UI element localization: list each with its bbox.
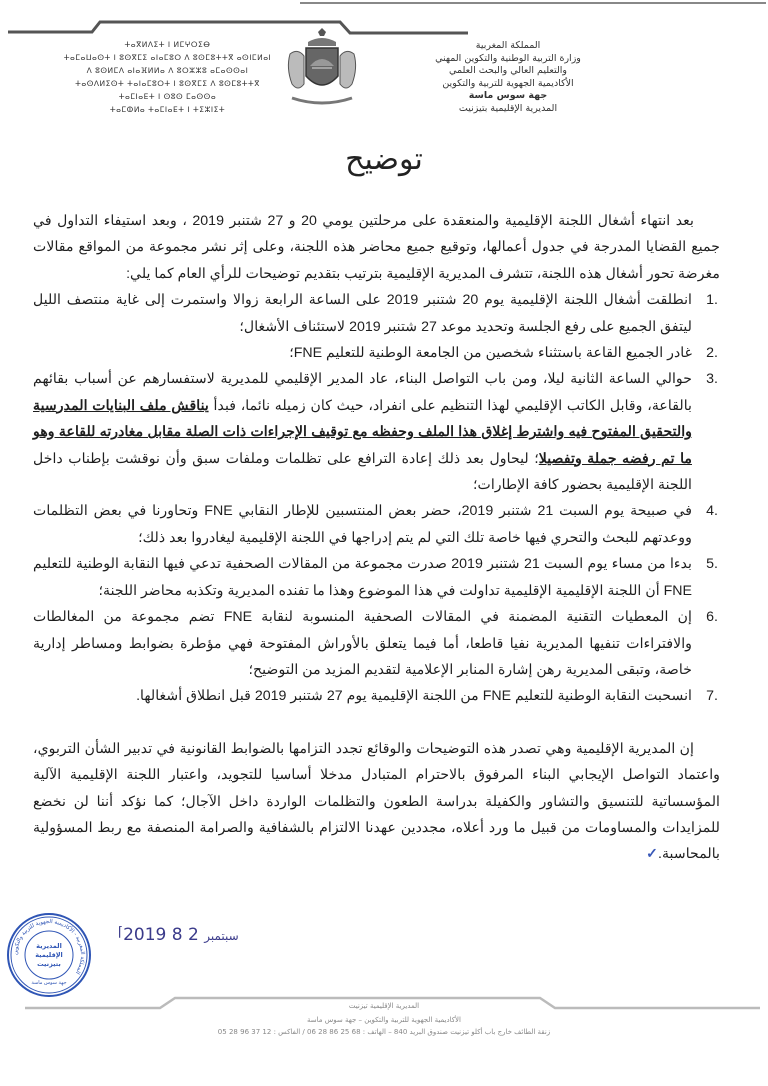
stamp-center-line: المديرية — [36, 942, 62, 950]
item-text-emphasis: يناقش ملف البنايات المدرسية والتحقيق المفتوح فيه واشترط إغلاق هذا الملف وحفظه مع توقيف الإجراءات ذات الصلة مقابل مغادرته للقاعة وهو ما تم رفضه جملة وتفصيلا — [33, 397, 692, 467]
stamp-bottom-text: جهة سوس ماسة — [31, 980, 67, 986]
list-item — [33, 287, 718, 340]
item-number: .6 — [706, 609, 718, 626]
tifinagh-line: ⵜⴰⵎⴰⵡⴰⵙⵜ ⵏ ⵓⵙⴳⵎⵉ ⴰⵏⴰⵎⵓⵔ ⴷ ⵓⵙⵎⵓⵜⵜⴳ ⴰⵙⵏⵎⵍⴰⵏ — [63, 53, 272, 62]
date-year: 2019 — [123, 925, 167, 945]
checkmark-icon: ✓ — [646, 846, 658, 863]
list-item — [33, 366, 718, 498]
letterhead-rule — [0, 0, 768, 40]
date-day: 2 8 — [171, 925, 199, 945]
list-item — [33, 551, 718, 604]
item-text: ؛ ليحاول بعد ذلك إعادة الترافع على تظلمات وملفات سبق وأن نوقشت بإطناب داخل اللجنة الإقليمية بحضور كافة الإطارات؛ — [33, 450, 692, 494]
academy-name: الأكاديمية الجهوية للتربية والتكوين — [442, 77, 574, 89]
coat-of-arms-icon — [282, 28, 362, 110]
tifinagh-line: ⴷ ⵓⵙⵍⵎⴷ ⴰⵏⴰⴼⵍⵍⴰ ⴷ ⵓⵔⵣⵣⵓ ⴰⵎⴰⵙⵙⴰⵏ — [86, 66, 249, 75]
item-text: انطلقت أشغال اللجنة الإقليمية يوم 20 شتنبر 2019 على الساعة الرابعة زوالا واستمرت إلى غاية منتصف الليل ليتفق الجميع على رفع الجلسة وتحديد موعد 27 شتنبر 2019 لاستئناف الأشغال؛ — [33, 292, 692, 335]
stamp-center-line: الإقليمية — [35, 951, 63, 959]
letterhead-tifinagh — [50, 38, 285, 116]
stamp-outer-text: المملكة المغربية - الأكاديمية الجهوية للتربية والتكوين — [12, 918, 86, 975]
item-text: غادر الجميع القاعة باستثناء شخصين من الجامعة الوطنية للتعليم FNE؛ — [289, 345, 692, 362]
footer-address: زنقة الطائف خارج باب أكلو تيزنيت صندوق البريد 840 – الهاتف : 68 25 86 28 06 / الفاكس : 12 37 96 28 05 — [217, 1028, 551, 1036]
item-text: إن المعطيات التقنية المضمنة في المقالات الصحفية المنسوبة لنقابة FNE تضم مجموعة من المغالطات والافتراءات تنفيها المديرية نفيا قاطعا، أما فيما يتعلق بالأوراش المفتوحة فهي مؤطرة بضوابط ومساطر إدارية خاصة، وتبقى المديرية رهن إشارة المنابر الإعلامية لتقديم المزيد من التوضيح؛ — [33, 609, 692, 678]
item-number: .7 — [706, 688, 718, 705]
ministry-name: وزارة التربية الوطنية والتكوين المهني — [435, 52, 581, 64]
item-number: .3 — [706, 371, 718, 388]
closing-text: إن المديرية الإقليمية وهي تصدر هذه التوضيحات والوقائع تجدد التزامها بالضوابط القانونية في تدبير الشأن التربوي، واعتماد التواصل الإيجابي البناء المرفوق بالاحترام المتبادل مدخلا أساسيا للتجويد، واعتبار اللجنة الإقليمية الآلية المؤسساتية للتنسيق والتشاور والكفيلة بدراسة الطعون والتظلمات الواردة داخل الآجال؛ كما نؤكد أننا لن نخضع للمزايدات والمساومات من قبيل ما ورد أعلاه، مجددين عهدنا الالتزام بالشفافية والصرامة المنصفة مع ربط المسؤولية بالمحاسبة. — [33, 740, 720, 863]
date-month: سبتمبر — [204, 929, 239, 943]
footer — [0, 990, 768, 1060]
list-item — [33, 498, 718, 551]
date-stamp — [118, 925, 239, 945]
item-text: بدءا من مساء يوم السبت 21 شتنبر 2019 صدرت مجموعة من المقالات الصحفية تدعي فيها النقابة الوطنية للتعليم FNE أن اللجنة الإقليمية الإقليمية تداولت في هذا الموضوع وهذا ما تفنده المديرية وتكذبه محاضر اللجنة؛ — [33, 556, 692, 599]
item-text: في صبيحة يوم السبت 21 شتنبر 2019، حضر بعض المنتسبين للإطار النقابي FNE وتحاورنا في بعض التظلمات ووعدتهم للبحث والتحري فيها خاصة تلك التي لم يتم إدراجها في اللجنة الإقليمية ليغادروا بعد ذلك؛ — [33, 503, 692, 546]
item-text: انسحبت النقابة الوطنية للتعليم FNE من اللجنة الإقليمية يوم 27 شتنبر 2019 قبل انطلاق أشغالها. — [136, 688, 692, 705]
directorate-name: المديرية الإقليمية بتيزنيت — [458, 102, 558, 114]
footer-academy: الأكاديمية الجهوية للتربية والتكوين – جهة سوس ماسة — [307, 1016, 461, 1024]
letterhead-arabic — [398, 40, 618, 115]
tifinagh-line: ⵜⴰⵎⵀⵍⴰ ⵜⴰⵎⵏⴰⴹⵜ ⵏ ⵜⵉⵣⵏⵉⵜ — [109, 105, 226, 114]
list-item — [33, 683, 718, 709]
closing-paragraph — [33, 736, 720, 868]
official-stamp — [6, 912, 92, 998]
kingdom-name: المملكة المغربية — [475, 40, 541, 51]
document-title: توضيح — [345, 142, 423, 177]
document-body — [33, 208, 720, 868]
footer-directorate: المديرية الإقليمية تيزنيت — [348, 1002, 420, 1010]
item-number: .5 — [706, 556, 718, 573]
stamp-center-line: بتيزنيت — [37, 960, 61, 968]
tifinagh-line: ⵜⴰⵎⵏⴰⴹⵜ ⵏ ⵙⵓⵙ ⵎⴰⵙⵙⴰ — [118, 92, 217, 101]
points-list — [33, 287, 720, 710]
letterhead — [0, 0, 768, 130]
list-item — [33, 604, 718, 683]
ministry-name-2: والتعليم العالي والبحث العلمي — [449, 65, 567, 76]
tifinagh-line: ⵜⴰⵙⴷⵍⵉⵙⵜ ⵜⴰⵏⴰⵎⵓⵔⵜ ⵏ ⵓⵙⴳⵎⵉ ⴷ ⵓⵙⵎⵓⵜⵜⴳ — [75, 79, 260, 88]
region-name: جهة سوس ماسة — [468, 90, 548, 101]
item-number: .1 — [706, 292, 718, 309]
item-number: .2 — [706, 345, 718, 362]
item-text: حوالي الساعة الثانية ليلا، ومن باب التواصل البناء، عاد المدير الإقليمي للمديرية لاستفسارهم عن أسباب بقائهم بالقاعة، وقابل الكاتب الإقليمي لهذا التنظيم على انفراد، حيث كان زميله نائما، فبدأ — [33, 371, 692, 414]
date-bracket: ⌈ — [118, 925, 124, 940]
item-number: .4 — [706, 503, 718, 520]
list-item — [33, 340, 718, 366]
tifinagh-line: ⵜⴰⴳⵍⴷⵉⵜ ⵏ ⵍⵎⵖⵔⵉⴱ — [124, 40, 211, 49]
intro-paragraph: بعد انتهاء أشغال اللجنة الإقليمية والمنعقدة على مرحلتين يومي 20 و 27 شتنبر 2019 ، وبعد استيفاء التداول في جميع القضايا المدرجة في جدول أعمالها، وتوقيع جميع محاضر هذه اللجنة، وعلى إثر نشر مجموعة من المواقع مقالات مغرضة تحور أشغال هذه اللجنة، تتشرف المديرية الإقليمية بترتيب بتقديم توضيحات للرأي العام كما يلي: — [33, 213, 720, 282]
